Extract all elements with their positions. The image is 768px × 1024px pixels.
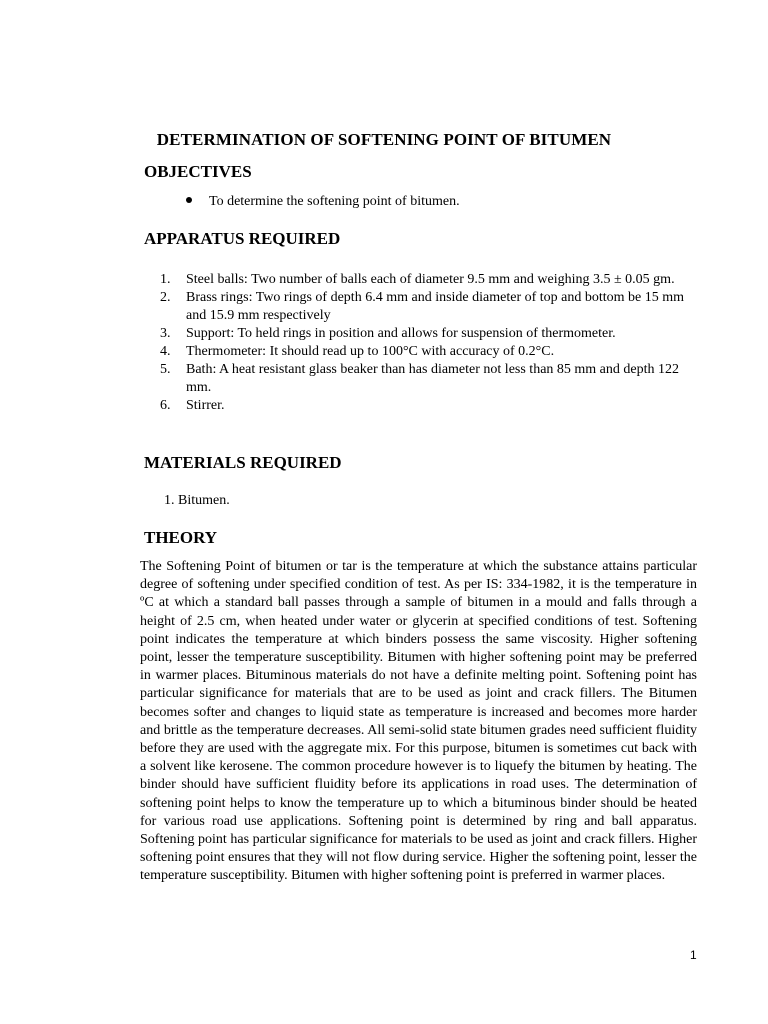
list-item <box>160 397 700 415</box>
list-item-number: 3. <box>160 326 171 341</box>
document-title: DETERMINATION OF SOFTENING POINT OF BITUMEN <box>156 130 612 149</box>
list-item-number: 5. <box>160 362 171 377</box>
apparatus-list <box>160 271 700 415</box>
list-item <box>160 289 700 325</box>
page-number: 1 <box>690 948 697 962</box>
list-item-text: Stirrer. <box>186 398 225 413</box>
list-item-number: 4. <box>160 344 171 359</box>
apparatus-heading: APPARATUS REQUIRED <box>144 229 341 248</box>
list-item-text: Support: To held rings in position and allows for suspension of thermometer. <box>186 326 616 341</box>
list-item-number: 6. <box>160 398 171 413</box>
list-item: 1. Bitumen. <box>164 493 230 508</box>
list-item <box>186 193 460 211</box>
list-item-text: To determine the softening point of bitumen. <box>209 194 460 209</box>
materials-heading: MATERIALS REQUIRED <box>144 453 342 472</box>
theory-heading: THEORY <box>144 528 218 547</box>
list-item <box>160 361 700 397</box>
list-item-number: 2. <box>160 290 171 305</box>
objectives-heading: OBJECTIVES <box>144 162 252 181</box>
list-item <box>160 271 700 289</box>
materials-list <box>164 492 230 510</box>
list-item-text: Thermometer: It should read up to 100°C with accuracy of 0.2°C. <box>186 344 555 359</box>
list-item-number: 1. <box>160 272 171 287</box>
list-item-text: Brass rings: Two rings of depth 6.4 mm and inside diameter of top and bottom be 15 mm and 15.9 mm respectively <box>186 290 685 323</box>
list-item-text: Bath: A heat resistant glass beaker than has diameter not less than 85 mm and depth 122 mm. <box>186 362 680 395</box>
objectives-list <box>186 193 460 211</box>
bullet-icon <box>186 197 192 203</box>
list-item <box>160 325 700 343</box>
list-item-text: Steel balls: Two number of balls each of diameter 9.5 mm and weighing 3.5 ± 0.05 gm. <box>186 272 675 287</box>
theory-paragraph: The Softening Point of bitumen or tar is the temperature at which the substance attains particular degree of softening under specified condition of test. As per IS: 334-1982, it is the temperature in ºC at which a standard ball passes through a sample of bitumen in a mould and falls through a height of 2.5 cm, when heated under water or glycerin at specified conditions of test. Softening point indicates the temperature at which binders possess the same viscosity. Higher softening point, lesser the temperature susceptibility. Bitumen with higher softening point may be preferred in warmer places. Bituminous materials do not have a definite melting point. Softening point has particular significance for materials that are to be used as joint and crack fillers. The Bitumen becomes softer and changes to liquid state as temperature is increased and becomes more harder and brittle as the temperature decreases. All semi-solid state bitumen grades need sufficient fluidity before they are used with the aggregate mix. For this purpose, bitumen is sometimes cut back with a solvent like kerosene. The common procedure however is to liquefy the bitumen by heating. The binder should have sufficient fluidity before its applications in road uses. The determination of softening point helps to know the temperature up to which a bituminous binder should be heated for various road use applications. Softening point is determined by ring and ball apparatus. Softening point has particular significance for materials to be used as joint and crack fillers. Higher softening point ensures that they will not flow during service. Higher the softening point, lesser the temperature susceptibility. Bitumen with higher softening point is preferred in warmer places. <box>140 559 697 884</box>
list-item <box>160 343 700 361</box>
